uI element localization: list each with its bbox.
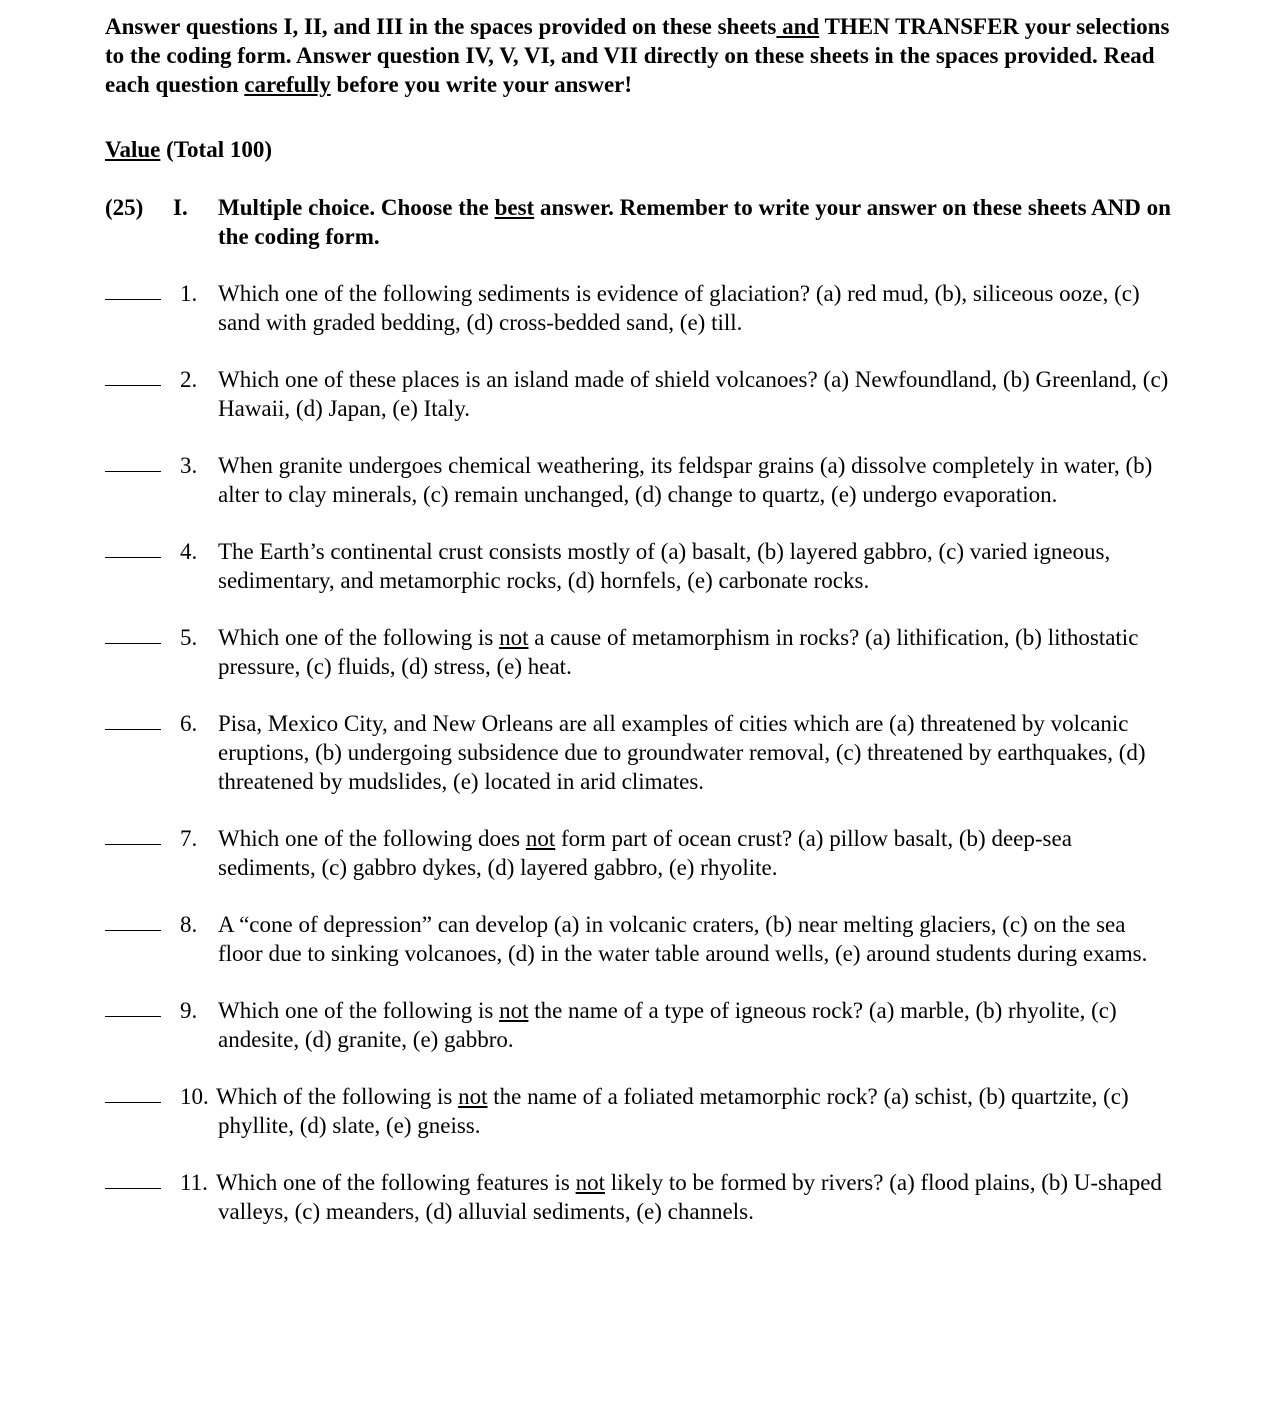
question-number: 4. <box>180 539 198 564</box>
answer-blank[interactable] <box>105 557 161 558</box>
question-text <box>218 279 1175 337</box>
question-text-part: Which one of the following sediments is evidence of glaciation? (a) red mud, (b), siliceous ooze, (c) sand with graded bedding, (d) cross-bedded sand, (e) till. <box>218 281 1140 335</box>
answer-blank[interactable] <box>105 299 161 300</box>
question-emphasis: not <box>499 998 529 1023</box>
answer-blank[interactable] <box>105 385 161 386</box>
section-text-1: Multiple choice. Choose the <box>218 195 495 220</box>
question-number: 5. <box>180 625 198 650</box>
instructions <box>105 12 1175 99</box>
question-emphasis: not <box>575 1170 605 1195</box>
section-best: best <box>494 195 535 220</box>
question-item <box>105 709 1175 796</box>
question-text-part: A “cone of depression” can develop (a) in volcanic craters, (b) near melting glaciers, (c) on the sea floor due to sinking volcanoes, (d) in the water table around wells, (e) around students during exams. <box>218 912 1148 966</box>
section-text-2: answer. Remember to write your answer on these sheets AND on the coding form. <box>218 195 1171 249</box>
question-text <box>218 537 1175 595</box>
question-text-part: Which one of these places is an island made of shield volcanoes? (a) Newfoundland, (b) Greenland, (c) Hawaii, (d) Japan, (e) Italy. <box>218 367 1169 421</box>
question-item <box>105 910 1175 968</box>
question-emphasis: not <box>525 826 556 851</box>
question-text-part: Pisa, Mexico City, and New Orleans are all examples of cities which are (a) threatened by volcanic eruptions, (b) undergoing subsidence due to groundwater removal, (c) threatened by earthquakes, (d) threatened by mudslides, (e) located in arid climates. <box>218 711 1146 794</box>
value-total: (Total 100) <box>160 137 272 162</box>
answer-blank[interactable] <box>105 729 161 730</box>
answer-blank[interactable] <box>105 1102 161 1103</box>
question-text <box>218 996 1175 1054</box>
question-number: 6. <box>180 711 198 736</box>
instructions-text-1: Answer questions I, II, and III in the spaces provided on these sheets <box>105 14 777 39</box>
answer-blank[interactable] <box>105 844 161 845</box>
question-item <box>105 996 1175 1054</box>
answer-blank[interactable] <box>105 930 161 931</box>
answer-blank[interactable] <box>105 1016 161 1017</box>
question-text <box>218 623 1175 681</box>
question-text-part: Which one of the following features is <box>216 1170 576 1195</box>
question-item <box>105 365 1175 423</box>
value-label: Value <box>105 137 161 162</box>
question-number: 9. <box>180 998 198 1023</box>
question-text-part: the name of a type of igneous rock? (a) marble, (b) rhyolite, (c) andesite, (d) granite, (e) gabbro. <box>218 998 1117 1052</box>
question-item <box>105 1082 1175 1140</box>
question-text <box>218 824 1175 882</box>
question-number: 1. <box>180 281 198 306</box>
question-number: 11. <box>180 1170 208 1195</box>
question-number: 7. <box>180 826 198 851</box>
question-item <box>105 623 1175 681</box>
question-item <box>105 279 1175 337</box>
instructions-and: and <box>776 14 820 39</box>
question-list <box>105 279 1175 1226</box>
instructions-text-3: before you write your answer! <box>330 72 633 97</box>
question-text-part: likely to be formed by rivers? (a) flood plains, (b) U-shaped valleys, (c) meanders, (d) alluvial sediments, (e) channels. <box>218 1170 1162 1224</box>
question-text-part: Which one of the following is <box>218 625 500 650</box>
answer-blank[interactable] <box>105 1188 161 1189</box>
question-item <box>105 537 1175 595</box>
question-item <box>105 451 1175 509</box>
question-item <box>105 1168 1175 1226</box>
question-text-part: When granite undergoes chemical weathering, its feldspar grains (a) dissolve completely in water, (b) alter to clay minerals, (c) remain unchanged, (d) change to quartz, (e) undergo evaporation. <box>218 453 1153 507</box>
section-heading <box>105 193 1175 251</box>
question-number: 2. <box>180 367 198 392</box>
question-number: 10. <box>180 1084 209 1109</box>
instructions-text-2: THEN TRANSFER your selections to the coding form. Answer question IV, V, VI, and VII directly on these sheets in the spaces provided. Read each question <box>105 14 1170 97</box>
question-text-part: form part of ocean crust? (a) pillow basalt, (b) deep-sea sediments, (c) gabbro dykes, (d) layered gabbro, (e) rhyolite. <box>218 826 1072 880</box>
question-text-part: a cause of metamorphism in rocks? (a) lithification, (b) lithostatic pressure, (c) fluids, (d) stress, (e) heat. <box>218 625 1139 679</box>
question-text <box>218 365 1175 423</box>
question-text <box>218 910 1175 968</box>
value-heading <box>105 135 1175 164</box>
question-number: 3. <box>180 453 198 478</box>
question-text-part: Which of the following is <box>216 1084 459 1109</box>
question-item <box>105 824 1175 882</box>
question-emphasis: not <box>499 625 529 650</box>
question-text <box>218 1168 1175 1226</box>
section-number: I. <box>173 195 188 220</box>
answer-blank[interactable] <box>105 643 161 644</box>
question-text-part: Which one of the following does <box>218 826 526 851</box>
question-text <box>218 709 1175 796</box>
section-points: (25) <box>105 195 144 220</box>
question-text <box>218 1082 1175 1140</box>
question-text-part: Which one of the following is <box>218 998 500 1023</box>
exam-page <box>105 12 1175 1254</box>
question-emphasis: not <box>458 1084 488 1109</box>
question-text-part: The Earth’s continental crust consists mostly of (a) basalt, (b) layered gabbro, (c) varied igneous, sedimentary, and metamorphic rocks, (d) hornfels, (e) carbonate rocks. <box>218 539 1111 593</box>
answer-blank[interactable] <box>105 471 161 472</box>
question-number: 8. <box>180 912 198 937</box>
question-text-part: the name of a foliated metamorphic rock? (a) schist, (b) quartzite, (c) phyllite, (d) slate, (e) gneiss. <box>218 1084 1129 1138</box>
instructions-carefully: carefully <box>244 72 331 97</box>
question-text <box>218 451 1175 509</box>
